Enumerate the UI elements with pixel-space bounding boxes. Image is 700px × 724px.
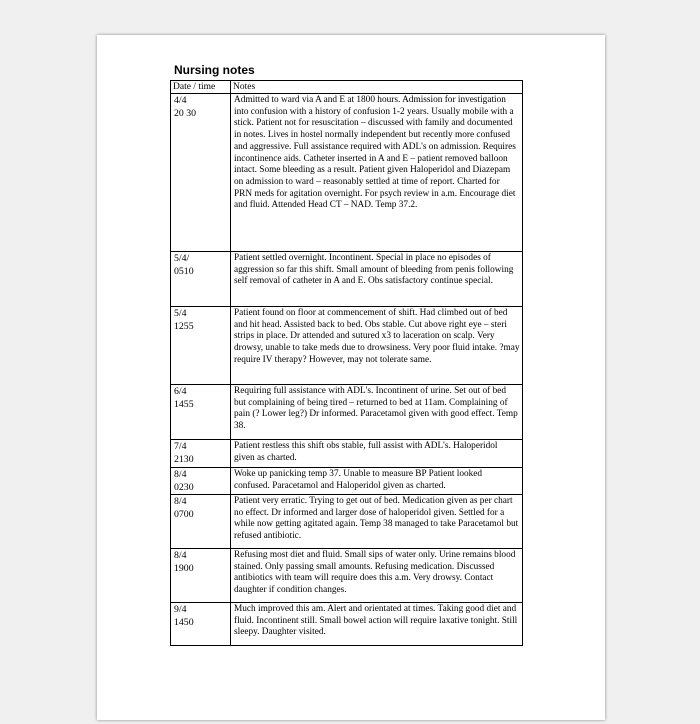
table-row	[171, 495, 523, 549]
entry-date: 5/4/	[174, 253, 190, 264]
entry-date: 5/4	[174, 308, 187, 319]
entry-note: Patient found on floor at commencement of shift. Had climbed out of bed and hit head. Assisted back to bed. Obs stable. Cut above right eye – steri strips in place. Dr attended and sutured x3 to laceration on scalp. Very drowsy, unable to take meds due to drowsiness. Very poor fluid intake. ?may require IV therapy? However, may not tolerate same.	[234, 308, 520, 365]
entry-time: 2130	[174, 453, 194, 465]
note-cell	[231, 603, 523, 646]
entry-note: Refusing most diet and fluid. Small sips of water only. Urine remains blood stained. Only passing small amounts. Refusing medication. Discussed antibiotics with team will require does this a.m. Very drowsy. Contact daughter if condition changes.	[234, 550, 516, 596]
entry-time: 1900	[174, 562, 194, 574]
date-time-cell	[171, 549, 231, 603]
entry-date: 8/4	[174, 469, 187, 480]
entry-date: 8/4	[174, 550, 187, 561]
table-row	[171, 549, 523, 603]
entry-date: 4/4	[174, 95, 187, 106]
table-row	[171, 385, 523, 440]
date-time-cell	[171, 495, 231, 549]
entry-note: Patient settled overnight. Incontinent. Special in place no episodes of aggression so far this shift. Small amount of bleeding from penis following self removal of catheter in A and E. Obs satisfactory continue special.	[234, 253, 514, 287]
column-header-date-time: Date / time	[171, 81, 231, 94]
document-page	[97, 35, 605, 720]
note-cell	[231, 307, 523, 385]
entry-date: 8/4	[174, 496, 187, 507]
date-time-cell	[171, 252, 231, 307]
entry-date: 9/4	[174, 604, 187, 615]
entry-note: Patient very erratic. Trying to get out of bed. Medication given as per chart no effect. Dr informed and larger dose of haloperidol given. Settled for a while now getting agitated again. Temp 38 managed to take Paracetamol but refused antibiotic.	[234, 496, 519, 542]
note-cell	[231, 440, 523, 468]
table-row	[171, 603, 523, 646]
date-time-cell	[171, 385, 231, 440]
date-time-cell	[171, 94, 231, 252]
document-title: Nursing notes	[174, 63, 255, 77]
entry-date: 7/4	[174, 441, 187, 452]
entry-time: 1255	[174, 320, 194, 332]
note-cell	[231, 495, 523, 549]
date-time-cell	[171, 603, 231, 646]
entry-time: 0700	[174, 508, 194, 520]
entry-time: 20 30	[174, 107, 197, 119]
note-cell	[231, 549, 523, 603]
table-row	[171, 94, 523, 252]
note-cell	[231, 94, 523, 252]
date-time-cell	[171, 307, 231, 385]
date-time-cell	[171, 440, 231, 468]
table-header-row	[171, 81, 523, 94]
entry-time: 0510	[174, 265, 194, 277]
entry-date: 6/4	[174, 386, 187, 397]
table-row	[171, 252, 523, 307]
nursing-notes-table	[170, 80, 523, 646]
note-cell	[231, 385, 523, 440]
note-cell	[231, 252, 523, 307]
entry-note: Patient restless this shift obs stable, full assist with ADL's. Haloperidol given as charted.	[234, 441, 498, 463]
entry-note: Much improved this am. Alert and orientated at times. Taking good diet and fluid. Incontinent still. Small bowel action will require laxative tonight. Still sleepy. Daughter visited.	[234, 604, 518, 638]
entry-note: Woke up panicking temp 37. Unable to measure BP Patient looked confused. Paracetamol and Haloperidol given as charted.	[234, 469, 483, 491]
table-row	[171, 307, 523, 385]
entry-note: Admitted to ward via A and E at 1800 hours. Admission for investigation into confusion with a history of confusion 1-2 years. Usually mobile with a stick. Patient not for resuscitation – discussed with family and documented in notes. Lives in hostel normally independent but recently more confused and aggressive. Full assistance required with ADL's on admission. Requires incontinence aids. Catheter inserted in A and E – patient removed balloon intact. Some bleeding as a result. Patient given Haloperidol and Diazepam on admission to ward – reasonably settled at time of report. Charted for PRN meds for agitation overnight. For psych review in a.m. Encourage diet and fluid. Attended Head CT – NAD. Temp 37.2.	[234, 95, 516, 211]
table-row	[171, 440, 523, 468]
entry-note: Requiring full assistance with ADL's. Incontinent of urine. Set out of bed but complaining of being tired – returned to bed at 11am. Complaining of pain (? Lower leg?) Dr informed. Paracetamol given with good effect. Temp 38.	[234, 386, 518, 432]
date-time-cell	[171, 468, 231, 495]
entry-time: 0230	[174, 481, 194, 493]
column-header-notes: Notes	[231, 81, 523, 94]
table-row	[171, 468, 523, 495]
note-cell	[231, 468, 523, 495]
entry-time: 1450	[174, 616, 194, 628]
entry-time: 1455	[174, 398, 194, 410]
